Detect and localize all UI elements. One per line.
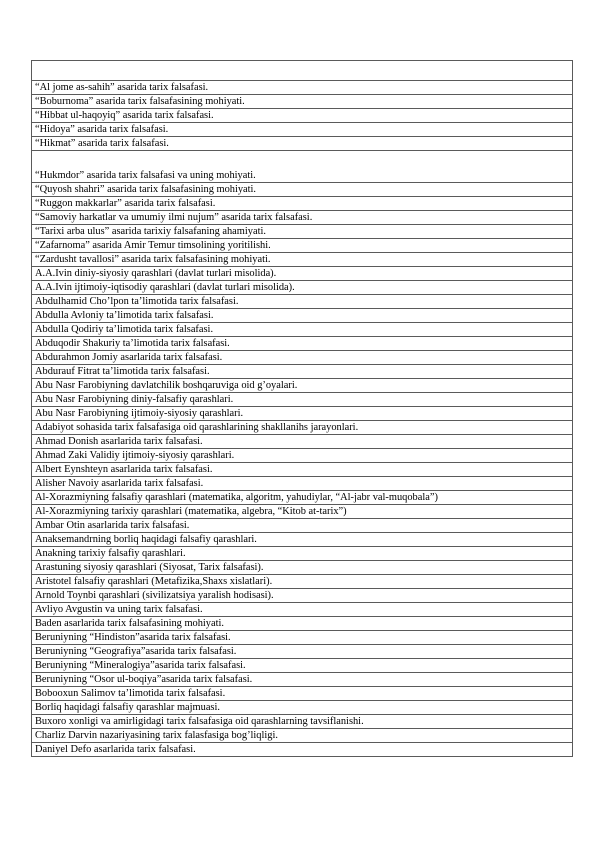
table-cell: Abu Nasr Farobiyning davlatchilik boshqaruviga oid g’oyalari. [32,379,573,393]
table-cell: “Hukmdor” asarida tarix falsafasi va uning mohiyati. [32,151,573,183]
table-cell: Beruniyning “Geografiya”asarida tarix falsafasi. [32,645,573,659]
table-row [32,351,573,365]
table-cell: Borliq haqidagi falsafiy qarashlar majmuasi. [32,701,573,715]
table-cell [32,61,573,81]
table-row [32,81,573,95]
table-row [32,421,573,435]
table-cell: “Quyosh shahri” asarida tarix falsafasining mohiyati. [32,183,573,197]
table-cell: Albert Eynshteyn asarlarida tarix falsafasi. [32,463,573,477]
table-cell: “Al jome as-sahih” asarida tarix falsafasi. [32,81,573,95]
table-row [32,239,573,253]
table-cell: “Samoviy harkatlar va umumiy ilmi nujum” asarida tarix falsafasi. [32,211,573,225]
table-row [32,137,573,151]
table-cell: “Ruggon makkarlar” asarida tarix falsafasi. [32,197,573,211]
table-cell: Bobooxun Salimov ta’limotida tarix falsafasi. [32,687,573,701]
table-cell: Al-Xorazmiyning falsafiy qarashlari (matematika, algoritm, yahudiylar, “Al-jabr val-muqobala”) [32,491,573,505]
table-cell: “Hikmat” asarida tarix falsafasi. [32,137,573,151]
table-row [32,379,573,393]
table-cell: Buxoro xonligi va amirligidagi tarix falsafasiga oid qarashlarning tavsiflanishi. [32,715,573,729]
table-cell: Beruniyning “Hindiston”asarida tarix falsafasi. [32,631,573,645]
table-row [32,183,573,197]
table-cell: “Zardusht tavallosi” asarida tarix falsafasining mohiyati. [32,253,573,267]
table-cell: “Tarixi arba ulus” asarida tarixiy falsafaning ahamiyati. [32,225,573,239]
table-row [32,519,573,533]
table-row [32,673,573,687]
table-row [32,407,573,421]
table-row [32,743,573,757]
table-cell: Aristotel falsafiy qarashlari (Metafizika,Shaxs xislatlari). [32,575,573,589]
table-cell: Abdurahmon Jomiy asarlarida tarix falsafasi. [32,351,573,365]
table-cell: Anakning tarixiy falsafiy qarashlari. [32,547,573,561]
table-row [32,701,573,715]
table-row [32,61,573,81]
table-row [32,151,573,183]
table-row [32,435,573,449]
table-row [32,561,573,575]
table-cell: Baden asarlarida tarix falsafasining mohiyati. [32,617,573,631]
table-cell: Abduqodir Shakuriy ta’limotida tarix falsafasi. [32,337,573,351]
table-row [32,295,573,309]
table-row [32,225,573,239]
table-cell: Ambar Otin asarlarida tarix falsafasi. [32,519,573,533]
table-cell: Daniyel Defo asarlarida tarix falsafasi. [32,743,573,757]
table-cell: Charliz Darvin nazariyasining tarix falasfasiga bog’liqligi. [32,729,573,743]
table-cell: “Zafarnoma” asarida Amir Temur timsolining yoritilishi. [32,239,573,253]
table-row [32,393,573,407]
table-row [32,463,573,477]
table-cell: Abdurauf Fitrat ta’limotida tarix falsafasi. [32,365,573,379]
table-row [32,491,573,505]
table-row [32,95,573,109]
table-row [32,123,573,137]
table-cell: Ahmad Zaki Validiy ijtimoiy-siyosiy qarashlari. [32,449,573,463]
table-cell: Beruniyning “Mineralogiya”asarida tarix falsafasi. [32,659,573,673]
table-row [32,575,573,589]
table-cell: Al-Xorazmiyning tarixiy qarashlari (matematika, algebra, “Kitob at-tarix”) [32,505,573,519]
table-row [32,477,573,491]
table-row [32,211,573,225]
table-cell: Abdulhamid Cho’lpon ta’limotida tarix falsafasi. [32,295,573,309]
table-cell: “Hibbat ul-haqoyiq” asarida tarix falsafasi. [32,109,573,123]
table-cell: Abu Nasr Farobiyning ijtimoiy-siyosiy qarashlari. [32,407,573,421]
table-row [32,659,573,673]
table-cell: “Hidoya” asarida tarix falsafasi. [32,123,573,137]
table-row [32,505,573,519]
table-cell: Abdulla Avloniy ta’limotida tarix falsafasi. [32,309,573,323]
table-cell: Abdulla Qodiriy ta’limotida tarix falsafasi. [32,323,573,337]
table-cell: “Boburnoma” asarida tarix falsafasining mohiyati. [32,95,573,109]
table-row [32,449,573,463]
table-row [32,645,573,659]
table-row [32,617,573,631]
table-row [32,589,573,603]
table-row [32,281,573,295]
table-row [32,323,573,337]
table-cell: Anaksemandrning borliq haqidagi falsafiy qarashlari. [32,533,573,547]
table-cell: A.A.Ivin ijtimoiy-iqtisodiy qarashlari (davlat turlari misolida). [32,281,573,295]
table-row [32,337,573,351]
table-row [32,547,573,561]
table-row [32,687,573,701]
table-cell: Adabiyot sohasida tarix falsafasiga oid qarashlarining shakllanihs jarayonlari. [32,421,573,435]
table-row [32,309,573,323]
table-row [32,533,573,547]
table-cell: Ahmad Donish asarlarida tarix falsafasi. [32,435,573,449]
table-cell: Beruniyning “Osor ul-boqiya”asarida tarix falsafasi. [32,673,573,687]
table-row [32,631,573,645]
table-row [32,267,573,281]
table-cell: Arastuning siyosiy qarashlari (Siyosat, Tarix falsafasi). [32,561,573,575]
table-row [32,603,573,617]
table-cell: Arnold Toynbi qarashlari (sivilizatsiya yaralish hodisasi). [32,589,573,603]
table-cell: Alisher Navoiy asarlarida tarix falsafasi. [32,477,573,491]
table-row [32,715,573,729]
table-row [32,109,573,123]
table-row [32,365,573,379]
table-cell: Avliyo Avgustin va uning tarix falsafasi. [32,603,573,617]
topics-table-body [32,61,573,757]
table-row [32,197,573,211]
table-cell: A.A.Ivin diniy-siyosiy qarashlari (davlat turlari misolida). [32,267,573,281]
table-cell: Abu Nasr Farobiyning diniy-falsafiy qarashlari. [32,393,573,407]
table-row [32,729,573,743]
topics-table [31,60,573,757]
table-row [32,253,573,267]
